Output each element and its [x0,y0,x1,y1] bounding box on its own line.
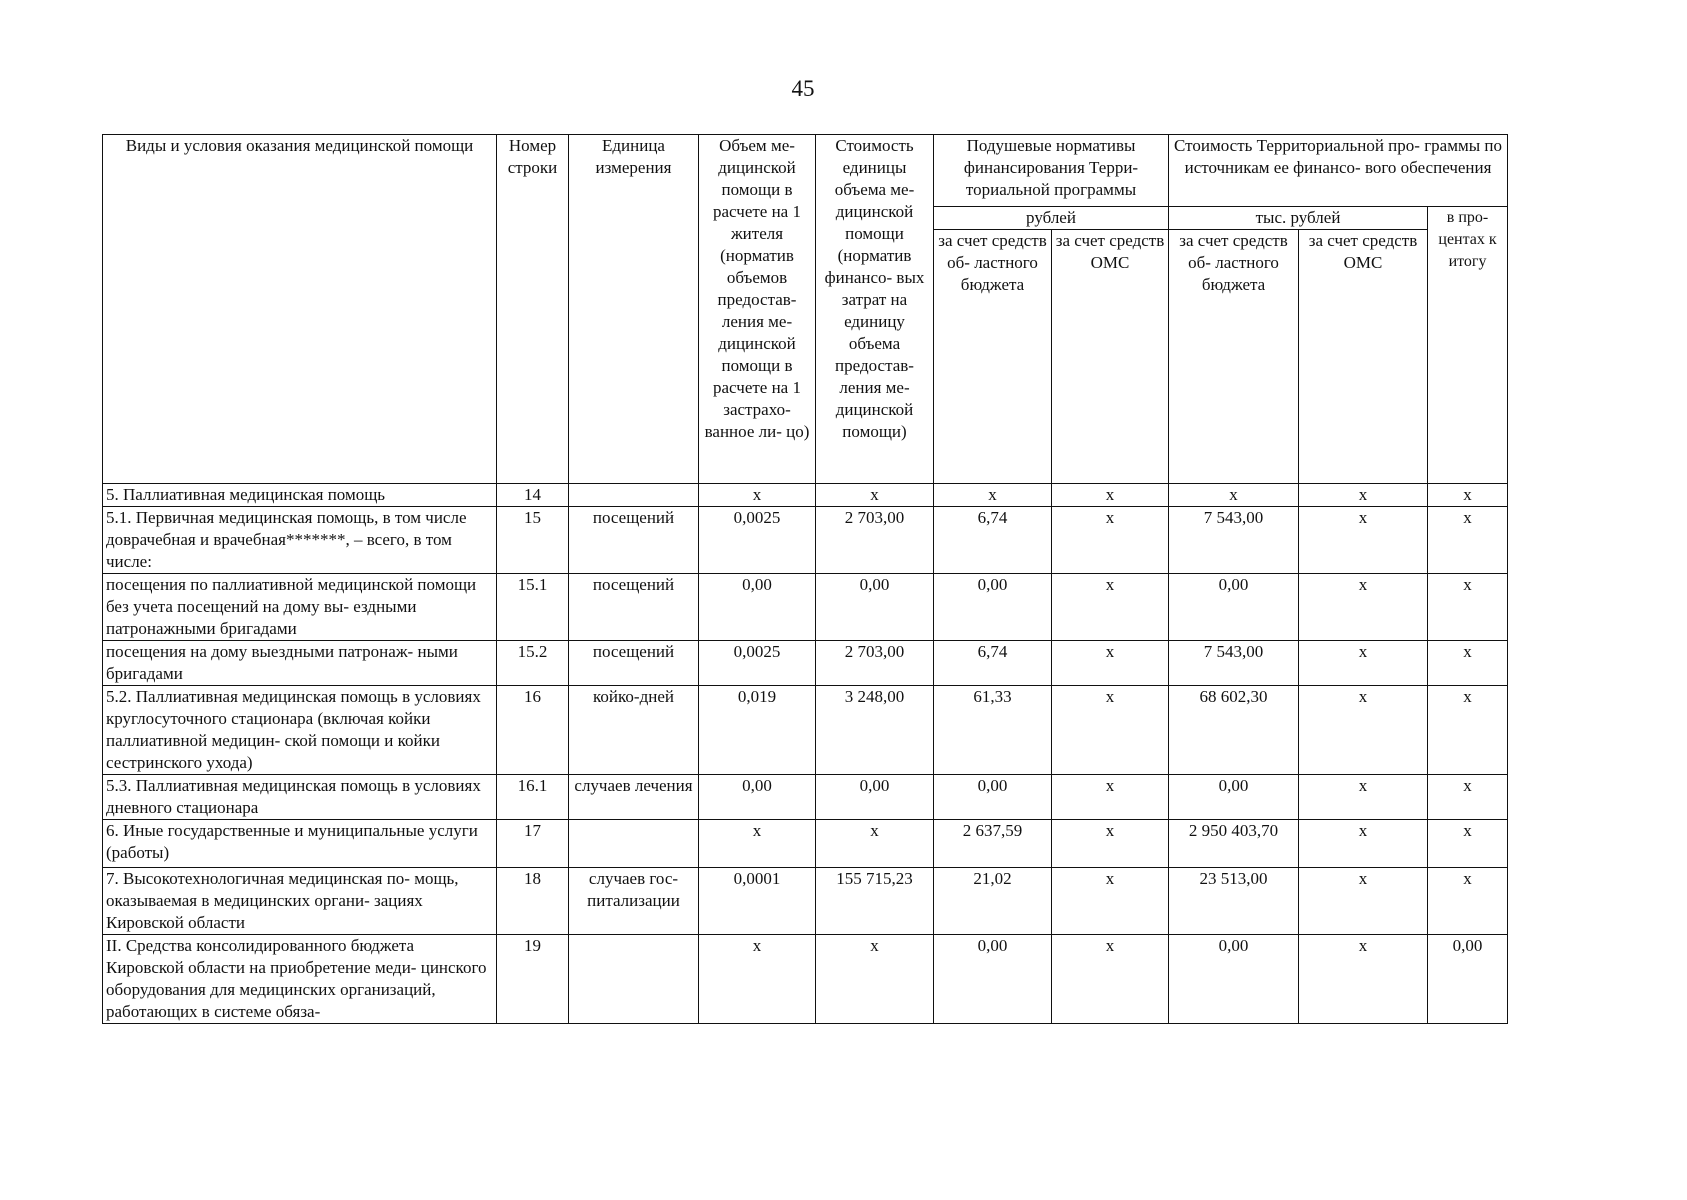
row-sum-oms: x [1299,820,1428,868]
header-volume: Объем ме- дицинской помощи в расчете на 1 жителя (норматив объемов предостав- ления ме- дицинской помощи в расчете на 1 застрахо- ванное ли- цо) [699,135,816,484]
row-volume: 0,019 [699,686,816,775]
row-sum-oms: x [1299,641,1428,686]
row-percent: x [1428,641,1508,686]
row-sum-budget: 7 543,00 [1169,507,1299,574]
row-norm-oms: x [1052,820,1169,868]
row-sum-oms: x [1299,775,1428,820]
header-unit-thousand-rubles: тыс. рублей [1169,207,1428,230]
row-percent: x [1428,686,1508,775]
header-percent: в про- центах к итогу [1428,207,1508,484]
row-unit-cost: 155 715,23 [816,868,934,935]
row-kind: 5.3. Паллиативная медицинская помощь в условиях дневного стационара [103,775,497,820]
table-row [103,775,1508,820]
row-norm-oms: x [1052,484,1169,507]
row-percent: x [1428,507,1508,574]
row-number: 16 [497,686,569,775]
row-norm-oms: x [1052,775,1169,820]
row-unit-cost: x [816,935,934,1024]
row-sum-budget: 0,00 [1169,574,1299,641]
header-regional-budget: за счет средств об- ластного бюджета [934,230,1052,484]
row-volume: 0,00 [699,775,816,820]
row-kind: 5. Паллиативная медицинская помощь [103,484,497,507]
row-norm-budget: 0,00 [934,775,1052,820]
row-norm-oms: x [1052,868,1169,935]
header-kind: Виды и условия оказания медицинской помощи [103,135,497,484]
row-sum-budget: x [1169,484,1299,507]
row-norm-oms: x [1052,686,1169,775]
row-kind: посещения по паллиативной медицинской помощи без учета посещений на дому вы- ездными патронажными бригадами [103,574,497,641]
row-sum-budget: 68 602,30 [1169,686,1299,775]
table-row [103,820,1508,868]
row-number: 16.1 [497,775,569,820]
row-unit: посещений [569,507,699,574]
header-per-capita: Подушевые нормативы финансирования Терри- ториальной программы [934,135,1169,207]
header-row-number: Номер строки [497,135,569,484]
table-row [103,868,1508,935]
row-unit: случаев лечения [569,775,699,820]
row-volume: x [699,484,816,507]
row-norm-budget: x [934,484,1052,507]
row-norm-budget: 0,00 [934,574,1052,641]
row-sum-oms: x [1299,507,1428,574]
row-sum-oms: x [1299,574,1428,641]
table-row [103,507,1508,574]
table-row [103,641,1508,686]
table-row [103,935,1508,1024]
row-percent: 0,00 [1428,935,1508,1024]
row-kind: 7. Высокотехнологичная медицинская по- мощь, оказываемая в медицинских органи- зациях Кировской области [103,868,497,935]
row-volume: x [699,935,816,1024]
row-sum-oms: x [1299,935,1428,1024]
row-sum-budget: 7 543,00 [1169,641,1299,686]
row-kind: 5.2. Паллиативная медицинская помощь в условиях круглосуточного стационара (включая койки паллиативной медицин- ской помощи и койки сестринского ухода) [103,686,497,775]
row-number: 19 [497,935,569,1024]
row-kind: посещения на дому выездными патронаж- ными бригадами [103,641,497,686]
row-norm-oms: x [1052,507,1169,574]
row-unit: койко-дней [569,686,699,775]
row-norm-budget: 0,00 [934,935,1052,1024]
row-sum-oms: x [1299,868,1428,935]
row-unit: посещений [569,574,699,641]
row-number: 17 [497,820,569,868]
row-volume: 0,00 [699,574,816,641]
row-unit-cost: x [816,484,934,507]
table-header [103,135,1508,484]
row-norm-budget: 21,02 [934,868,1052,935]
row-unit-cost: 2 703,00 [816,507,934,574]
row-norm-oms: x [1052,574,1169,641]
row-unit: случаев гос- питализации [569,868,699,935]
row-number: 14 [497,484,569,507]
header-program-cost: Стоимость Территориальной про- граммы по источникам ее финансо- вого обеспечения [1169,135,1508,207]
row-percent: x [1428,574,1508,641]
row-unit-cost: x [816,820,934,868]
row-percent: x [1428,820,1508,868]
page-number: 45 [791,76,815,101]
row-kind: II. Средства консолидированного бюджета Кировской области на приобретение меди- цинского оборудования для медицинских организаций, работающих в системе обяза- [103,935,497,1024]
header-unit-rubles: рублей [934,207,1169,230]
header-unit-cost: Стоимость единицы объема ме- дицинской помощи (норматив финансо- вых затрат на единицу объема предостав- ления ме- дицинской помощи) [816,135,934,484]
row-sum-budget: 2 950 403,70 [1169,820,1299,868]
row-volume: 0,0025 [699,641,816,686]
row-norm-oms: x [1052,641,1169,686]
row-sum-oms: x [1299,484,1428,507]
table-row [103,574,1508,641]
row-unit-cost: 2 703,00 [816,641,934,686]
row-kind: 5.1. Первичная медицинская помощь, в том числе доврачебная и врачебная*******, – всего, в том числе: [103,507,497,574]
row-sum-budget: 0,00 [1169,775,1299,820]
row-unit [569,484,699,507]
row-unit-cost: 0,00 [816,775,934,820]
row-norm-budget: 6,74 [934,641,1052,686]
row-percent: x [1428,775,1508,820]
header-oms: за счет средств ОМС [1052,230,1169,484]
row-number: 18 [497,868,569,935]
row-unit [569,935,699,1024]
row-unit: посещений [569,641,699,686]
row-sum-budget: 23 513,00 [1169,868,1299,935]
row-norm-budget: 6,74 [934,507,1052,574]
row-volume: 0,0025 [699,507,816,574]
row-number: 15.2 [497,641,569,686]
row-kind: 6. Иные государственные и муниципальные услуги (работы) [103,820,497,868]
row-unit [569,820,699,868]
table-row [103,484,1508,507]
row-norm-budget: 61,33 [934,686,1052,775]
row-percent: x [1428,868,1508,935]
row-norm-oms: x [1052,935,1169,1024]
header-regional-budget-cost: за счет средств об- ластного бюджета [1169,230,1299,484]
header-oms-cost: за счет средств ОМС [1299,230,1428,484]
header-unit: Единица измерения [569,135,699,484]
row-percent: x [1428,484,1508,507]
row-unit-cost: 0,00 [816,574,934,641]
financing-table [102,134,1508,1024]
table-row [103,686,1508,775]
table-body [103,484,1508,1024]
row-norm-budget: 2 637,59 [934,820,1052,868]
row-sum-oms: x [1299,686,1428,775]
row-volume: x [699,820,816,868]
row-unit-cost: 3 248,00 [816,686,934,775]
row-number: 15 [497,507,569,574]
row-volume: 0,0001 [699,868,816,935]
row-sum-budget: 0,00 [1169,935,1299,1024]
row-number: 15.1 [497,574,569,641]
